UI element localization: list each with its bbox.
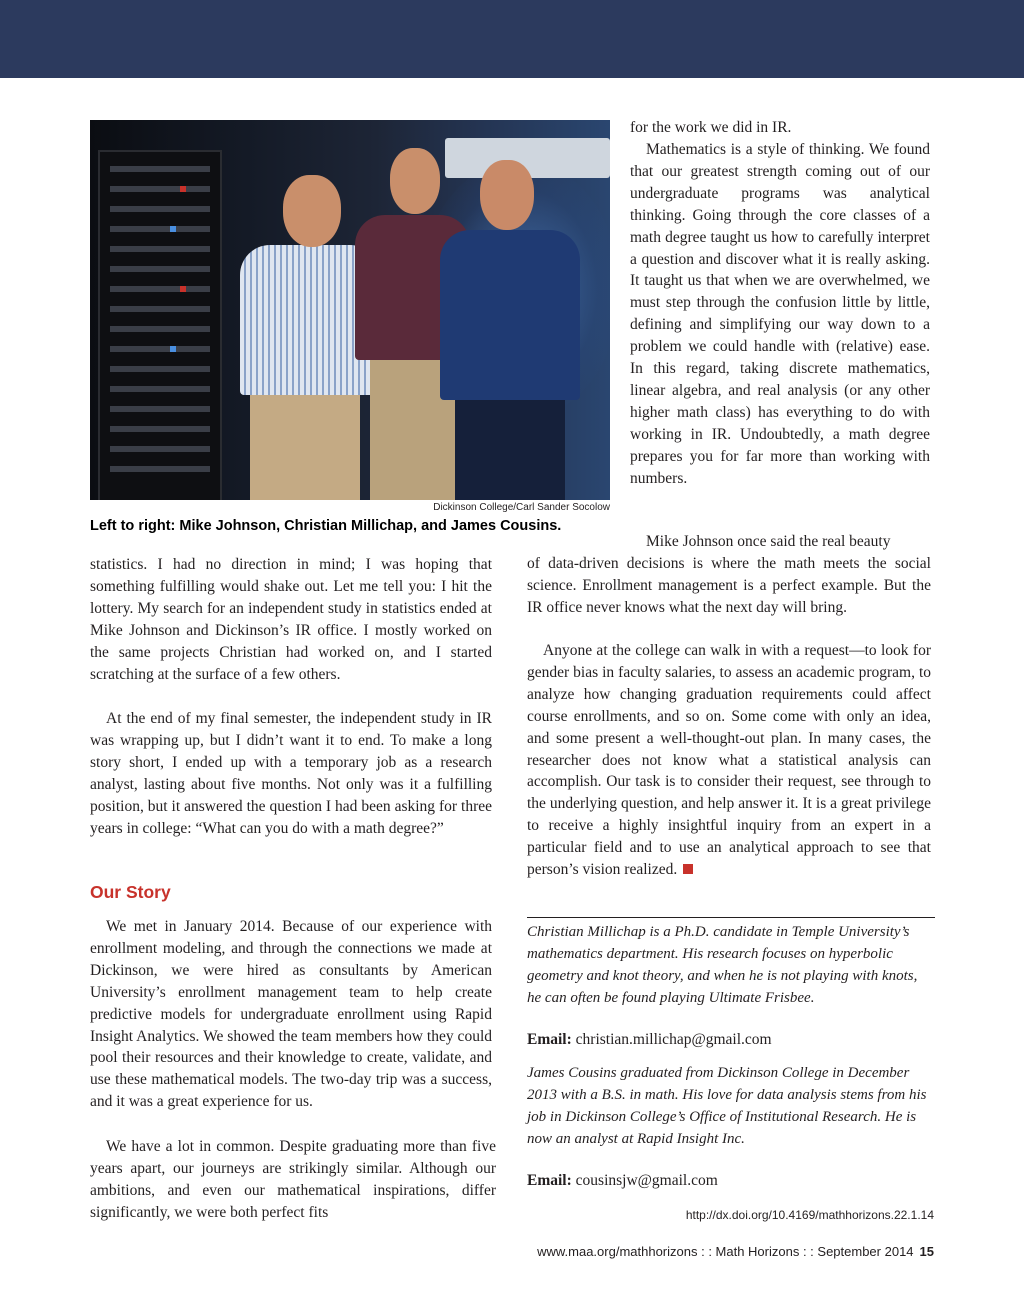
email-christian <box>527 1031 772 1049</box>
header-banner <box>0 0 1024 78</box>
team-photo <box>90 120 610 500</box>
col2-paragraph-2: Mathematics is a style of thinking. We found that our greatest strength coming out of our undergraduate programs was analytical thinking. Going through the core classes of a math degree taught us how to carefully interpret a question and discover what it is really asking. It taught us that when we are overwhelmed, we must step through the confusion little by little, defining and simplifying our way down to a problem we could handle with (relative) ease. In this regard, taking discrete mathematics, linear algebra, and real analysis (or any other higher math class) has everything to do with working in IR. Undoubtedly, a math degree prepares you for far more than working with numbers. <box>630 141 930 487</box>
photo-caption: Left to right: Mike Johnson, Christian Millichap, and James Cousins. <box>90 518 562 534</box>
server-rack <box>98 150 222 500</box>
col2-paragraph-3: of data-driven decisions is where the math meets the social science. Enrollment management is a perfect example. But the IR office never knows what the next day will bring. <box>527 555 931 616</box>
col2-paragraph-4: Anyone at the college can walk in with a request—to look for gender bias in faculty salaries, to assess an academic program, to analyze how changing graduation requirements could affect course enrollments, and so on. Some come with only an idea, and some present a well-thought-out plan. In many cases, the researcher does not know what a statistical analysis can accomplish. Our task is to consider their request, see through to the underlying question, and help answer it. It is a great privilege to receive a highly insightful inquiry from an expert in a particular field and to use an analytical approach to see that person’s vision realized. <box>527 642 931 879</box>
page-number: 15 <box>919 1244 934 1259</box>
bio-james: James Cousins graduated from Dickinson College in December 2013 with a B.S. in math. His love for data analysis stems from his job in Dickinson College’s Office of Institutional Research. He is now an analyst at Rapid Insight Inc. <box>527 1065 927 1147</box>
col2-paragraph-1: for the work we did in IR. <box>630 119 792 136</box>
email-james <box>527 1172 718 1190</box>
email-address[interactable]: christian.millichap@gmail.com <box>575 1031 772 1048</box>
doi-link[interactable]: http://dx.doi.org/10.4169/mathhorizons.22.1.14 <box>685 1208 934 1222</box>
email-label: Email: <box>527 1172 572 1189</box>
section-heading-our-story: Our Story <box>90 882 171 902</box>
photo-credit: Dickinson College/Carl Sander Socolow <box>433 502 610 513</box>
end-mark-square <box>683 864 693 874</box>
email-label: Email: <box>527 1031 572 1048</box>
email-address[interactable]: cousinsjw@gmail.com <box>575 1172 718 1189</box>
col1-paragraph-2: At the end of my final semester, the independent study in IR was wrapping up, but I didn’t want it to end. To make a long story short, I ended up with a temporary job as a research analyst, lasting about five months. Not only was it a fulfilling position, but it answered the question I had been asking for three years in college: “What can you do with a math degree?” <box>90 710 492 837</box>
bio-christian: Christian Millichap is a Ph.D. candidate in Temple University’s mathematics department. His research focuses on hyperbolic geometry and knot theory, and when he is not playing with knots, he can often be found playing Ultimate Frisbee. <box>527 924 918 1006</box>
col1-paragraph-1: statistics. I had no direction in mind; I was hoping that something fulfilling would shake out. Let me tell you: I hit the lottery. My search for an independent study in statistics ended at Mike Johnson and Dickinson’s IR office. I mostly worked on the same projects Christian had worked on, and I started scratching at the surface of a few others. <box>90 556 492 683</box>
col1-paragraph-3: We met in January 2014. Because of our experience with enrollment modeling, and through the connections we made at Dickinson, we were hired as consultants by American University’s enrollment management team to help create predictive models for undergraduate enrollment using Rapid Insight Analytics. We showed the team members how they could pool their resources and their knowledge to create, validate, and use these mathematical models. The two-day trip was a success, and it was a great experience for us. <box>90 918 492 1111</box>
page-footer <box>537 1244 934 1259</box>
col1-paragraph-4: We have a lot in common. Despite graduating more than five years apart, our journeys are strikingly similar. Although our ambitions, and even our mathematical inspirations, differ significantly, we were both perfect fits <box>90 1138 496 1221</box>
bio-divider <box>527 917 935 918</box>
col2-paragraph-3-start: Mike Johnson once said the real beauty <box>646 533 891 550</box>
footer-text: www.maa.org/mathhorizons : : Math Horizons : : September 2014 <box>537 1244 914 1259</box>
